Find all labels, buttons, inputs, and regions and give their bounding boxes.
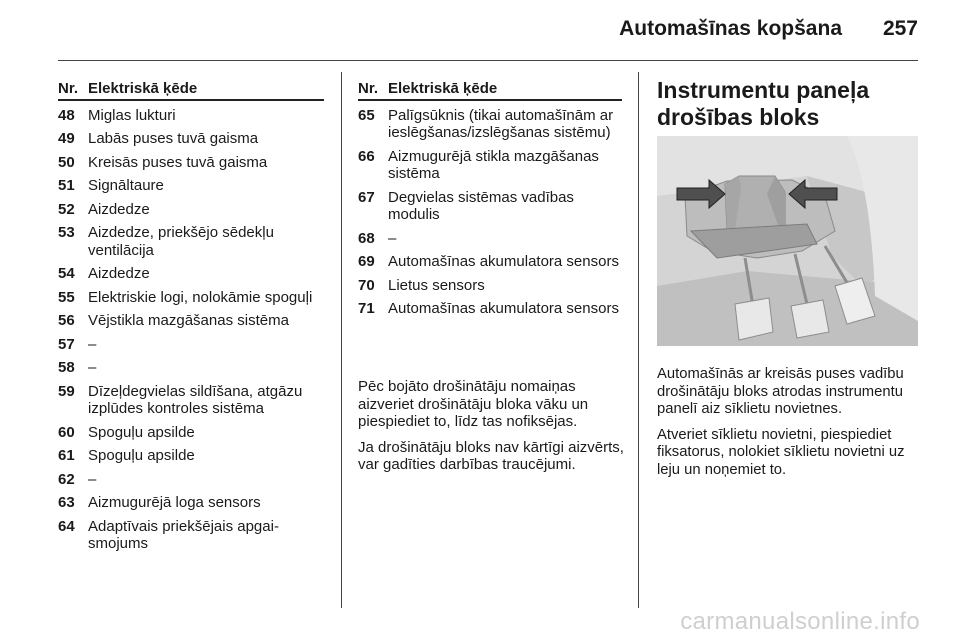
fuse-number: 50 — [58, 153, 75, 171]
fuse-desc: Signāltaure — [88, 177, 164, 194]
fuse-number: 51 — [58, 177, 75, 194]
fuse-number: 68 — [358, 229, 375, 247]
fuse-desc: Kreisās puses tuvā gaisma — [88, 153, 268, 171]
table-row — [58, 359, 324, 377]
column-divider-1 — [341, 72, 342, 608]
table-row — [358, 277, 622, 295]
fuse-number: 61 — [58, 447, 75, 464]
fuse-desc: Labās puses tuvā gaisma — [88, 130, 259, 147]
section-title: Instrumentu paneļa drošības bloks — [657, 77, 870, 130]
header-desc: Elektriskā ķēde — [388, 80, 498, 97]
table-row — [58, 383, 324, 418]
table-row — [58, 447, 324, 465]
dashboard-footwell-illustration — [657, 136, 918, 346]
fuse-desc: – — [88, 335, 97, 353]
fuse-number: 57 — [58, 335, 75, 353]
table-row — [58, 130, 324, 148]
fuse-desc: – — [88, 470, 97, 488]
table-row — [358, 107, 622, 142]
fuse-number: 63 — [58, 494, 75, 511]
table-row — [358, 300, 622, 318]
table-row — [58, 224, 324, 259]
fuse-number: 48 — [58, 106, 75, 124]
header-num: Nr. — [358, 80, 379, 97]
table-row — [58, 471, 324, 489]
fuse-desc: Vējstikla mazgāšanas sistēma — [88, 312, 289, 329]
fuse-desc: Lietus sensors — [388, 276, 485, 294]
fuse-desc: Palīgsūknis (tikai automašīnām ar ieslēgšanas/izslēgšanas sistēmu) — [388, 106, 614, 141]
table-row — [58, 107, 324, 125]
table-header — [58, 80, 324, 101]
table-row — [358, 253, 622, 271]
table-row — [58, 201, 324, 219]
table-row — [58, 518, 324, 553]
fuse-desc: Miglas lukturi — [88, 106, 176, 124]
fuse-number: 71 — [358, 300, 375, 317]
fuse-notes — [358, 378, 630, 482]
fuse-desc: Aizmugurējā stikla mazgāšanas sistēma — [388, 147, 599, 182]
fuse-desc: – — [88, 359, 97, 376]
fuse-number: 52 — [58, 200, 75, 218]
table-row — [58, 177, 324, 195]
table-row — [58, 336, 324, 354]
page-header-title: Automašīnas kopšana — [619, 17, 842, 40]
section-body — [657, 366, 927, 487]
fuse-desc: Automašīnas akumulatora sensors — [388, 253, 619, 270]
fuse-number: 65 — [358, 106, 375, 124]
fuse-desc: Adaptīvais priekšējais apgai-smojums — [88, 517, 279, 552]
note-paragraph: Ja drošinātāju bloks nav kārtīgi aizvērts, var gadīties darbības traucējumi. — [358, 438, 624, 473]
fuse-number: 55 — [58, 288, 75, 306]
fuse-number: 58 — [58, 359, 75, 376]
fuse-box-illustration — [657, 136, 918, 346]
fuse-number: 62 — [58, 470, 75, 488]
fuse-number: 64 — [58, 517, 75, 535]
table-row — [358, 148, 622, 183]
fuse-desc: Spoguļu apsilde — [88, 423, 195, 441]
table-row — [58, 312, 324, 330]
fuse-number: 70 — [358, 276, 375, 294]
fuse-number: 67 — [358, 188, 375, 206]
fuse-number: 56 — [58, 312, 75, 329]
fuse-number: 60 — [58, 423, 75, 441]
fuse-number: 59 — [58, 382, 75, 400]
column-divider-2 — [638, 72, 639, 608]
note-paragraph: Pēc bojāto drošinātāju nomaiņas aizveriet drošinātāju bloka vāku un piespiediet to, līdz tas nofiksējas. — [358, 378, 589, 430]
table-row — [58, 289, 324, 307]
fuse-desc: Aizdedze — [88, 200, 150, 218]
table-row — [58, 154, 324, 172]
header-num: Nr. — [58, 80, 79, 97]
fuse-desc: Automašīnas akumulatora sensors — [388, 300, 619, 317]
table-row — [58, 424, 324, 442]
fuse-desc: Elektriskie logi, nolokāmie spoguļi — [88, 288, 313, 306]
fuse-number: 54 — [58, 265, 75, 282]
fuse-desc: Dīzeļdegvielas sildīšana, atgāzu izplūdes kontroles sistēma — [88, 382, 303, 417]
table-row — [358, 230, 622, 248]
table-header — [358, 80, 622, 101]
table-row — [58, 494, 324, 512]
table-row — [358, 189, 622, 224]
fuse-desc: Degvielas sistēmas vadības modulis — [388, 188, 574, 223]
table-row — [58, 265, 324, 283]
fuse-number: 49 — [58, 130, 75, 147]
fuse-desc: – — [388, 229, 397, 247]
fuse-number: 53 — [58, 224, 75, 241]
fuse-table-left — [58, 80, 324, 553]
watermark: carmanualsonline.info — [680, 608, 920, 635]
fuse-desc: Aizdedze, priekšējo sēdekļu ventilācija — [88, 224, 274, 259]
fuse-desc: Aizdedze — [88, 265, 150, 282]
fuse-table-right — [358, 80, 622, 318]
fuse-number: 66 — [358, 147, 375, 165]
fuse-desc: Aizmugurējā loga sensors — [88, 494, 261, 511]
section-paragraph: Atveriet sīklietu novietni, piespiediet fiksatorus, nolokiet sīklietu novietni uz leju un noņemiet to. — [657, 426, 905, 478]
header-desc: Elektriskā ķēde — [88, 80, 198, 97]
page-number: 257 — [882, 17, 918, 40]
fuse-desc: Spoguļu apsilde — [88, 447, 195, 464]
section-paragraph: Automašīnās ar kreisās puses vadību drošinātāju bloks atrodas instrumentu panelī aiz sīklietu novietnes. — [657, 366, 904, 417]
fuse-number: 69 — [358, 253, 375, 270]
header-rule — [58, 60, 918, 61]
